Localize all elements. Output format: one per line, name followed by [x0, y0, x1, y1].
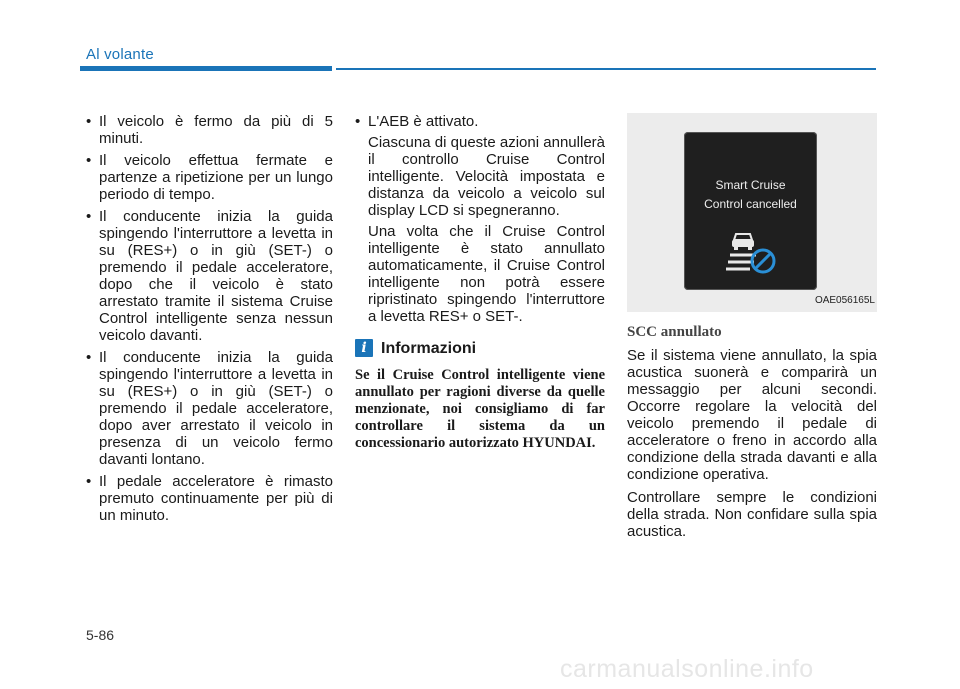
bullet-list — [86, 113, 333, 524]
list-item: • Il veicolo effettua fermate e partenze a ripetizione per un lungo periodo di tempo. — [86, 152, 333, 203]
section-title: Al volante — [86, 46, 154, 63]
cluster-display-figure — [627, 113, 877, 312]
column-right — [627, 113, 877, 540]
list-item: • Il conducente inizia la guida spingendo l'interruttore a levetta in su (RES+) o in giù (SET-) o premendo il pedale acceleratore, dopo aver arrestato il veicolo in presenza di un veicolo fermo davanti lontano. — [86, 349, 333, 468]
list-item: • Il conducente inizia la guida spingendo l'interruttore a levetta in su (RES+) o in giù (SET-) o premendo il pedale acceleratore, dopo che il veicolo è stato arrestato tramite il sistema Cruise Control intelligente senza nessun veicolo davanti. — [86, 208, 333, 344]
paragraph: Ciascuna di queste azioni annullerà il controllo Cruise Control intelligente. Velocità impostata e distanza da veicolo a veicolo sul display LCD si spegneranno. — [368, 134, 605, 219]
watermark: carmanualsonline.info — [560, 655, 814, 683]
list-item: • Il pedale acceleratore è rimasto premuto continuamente per più di un minuto. — [86, 473, 333, 524]
paragraph: Controllare sempre le condizioni della strada. Non confidare sulla spia acustica. — [627, 489, 877, 540]
info-icon: i — [355, 339, 373, 357]
paragraph: Una volta che il Cruise Control intelligente è stato annullato automaticamente, il Cruise Control intelligente non potrà essere ripristinato spingendo l'interruttore a levetta RES+ o SET-. — [368, 223, 605, 325]
column-middle — [355, 113, 605, 452]
list-item: • Il veicolo è fermo da più di 5 minuti. — [86, 113, 333, 147]
column-left — [86, 113, 333, 529]
list-item: • L'AEB è attivato. — [355, 113, 605, 130]
info-body: Se il Cruise Control intelligente viene annullato per ragioni diverse da quelle menzionate, noi consigliamo di far controllare il sistema da un concessionario autorizzato HYUNDAI. — [355, 367, 605, 451]
lcd-screen — [684, 132, 817, 290]
screen-message-line2: Control cancelled — [704, 197, 797, 211]
header-rule-thick — [80, 66, 332, 71]
page-number: 5-86 — [86, 627, 115, 643]
info-heading — [355, 339, 605, 357]
paragraph: Se il sistema viene annullato, la spia acustica suonerà e comparirà un messaggio per alcuni secondi. Occorre regolare la velocità del veicolo premendo il pedale di acceleratore o freno in accordo alla condizione della strada davanti e alla condizione operativa. — [627, 347, 877, 483]
header-rule-thin — [336, 68, 876, 70]
bullet-list — [355, 113, 605, 130]
subheading: SCC annullato — [627, 324, 722, 340]
figure-code: OAE056165L — [814, 295, 875, 306]
scc-cancelled-icon — [726, 232, 778, 276]
screen-message-line1: Smart Cruise — [715, 178, 786, 192]
info-title: Informazioni — [381, 339, 477, 357]
